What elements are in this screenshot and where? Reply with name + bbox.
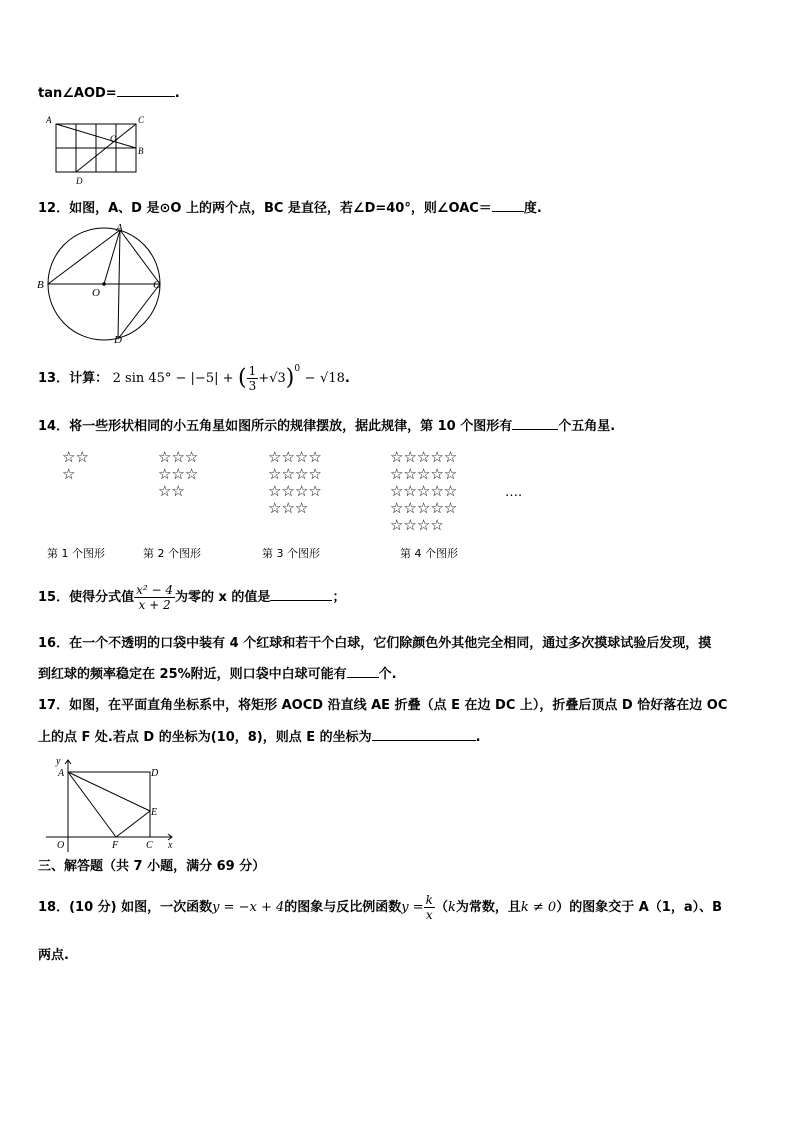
q14-fig3-caption: 第 3 个图形 <box>262 547 320 560</box>
section-3-title: 三、解答题（共 7 小题，满分 69 分） <box>38 859 266 874</box>
q17-line-2: 上的点 F 处.若点 D 的坐标为(10，8)，则点 E 的坐标为 <box>38 730 372 745</box>
q12-label-c: C <box>153 279 161 291</box>
q17-segment-af <box>68 772 116 837</box>
q11-label-c: C <box>138 115 145 125</box>
q14-fig2-row-3: ☆☆ <box>158 482 185 500</box>
q12-radius-oa <box>104 230 120 284</box>
q12-answer-blank[interactable] <box>492 199 524 212</box>
q17-label-o: O <box>57 840 65 851</box>
q12-circle-figure <box>32 220 172 348</box>
q11-label-a: A <box>46 115 52 125</box>
q15-frac-den: x + 2 <box>138 598 171 612</box>
q13-sqrt18: √18 <box>320 371 345 386</box>
q17-segment-fe <box>116 811 150 837</box>
q13-end: . <box>344 371 350 386</box>
q14-fig3-row-2: ☆☆☆☆ <box>268 465 322 483</box>
q14-fig2-row-2: ☆☆☆ <box>158 465 199 483</box>
q13-exponent: 0 <box>294 364 301 374</box>
q12-end: 度. <box>523 201 542 216</box>
q14-ellipsis: …. <box>505 485 523 500</box>
q14-fig4-row-5: ☆☆☆☆ <box>390 516 444 534</box>
q14-fig4-row-3: ☆☆☆☆☆ <box>390 482 458 500</box>
q16-line-1: 16．在一个不透明的口袋中装有 4 个红球和若干个白球，它们除颜色外其他完全相同，通过多次摸球试验后发现，摸 <box>38 636 712 651</box>
q17-label-d: D <box>151 768 159 779</box>
q17-answer-blank[interactable] <box>372 728 476 741</box>
q16-end: 个. <box>378 667 397 682</box>
q18-inverse-num: k <box>425 893 433 907</box>
q16-text-2 <box>38 665 397 683</box>
q13-frac-den: 3 <box>248 379 257 393</box>
q15-end: ； <box>332 590 346 605</box>
q12-label-a: A <box>116 222 123 234</box>
q11-text <box>38 84 180 102</box>
q18-prompt: 18．(10 分) 如图，一次函数 <box>38 900 213 915</box>
q17-end: . <box>475 730 481 745</box>
q11-grid-figure <box>40 112 150 188</box>
q17-label-y: y <box>56 756 61 767</box>
q14-fig2-caption: 第 2 个图形 <box>143 547 201 560</box>
q12-text <box>38 199 542 217</box>
q14-fig3-row-4: ☆☆☆ <box>268 499 309 517</box>
q14-fig1-row-2: ☆ <box>62 465 76 483</box>
q11-label-o: O <box>110 134 117 144</box>
q12-center-dot <box>102 282 106 286</box>
q15-suffix: 为零的 x 的值是 <box>175 590 271 605</box>
q18-inverse-lhs: y = <box>401 900 424 915</box>
q18-k: k <box>447 900 456 915</box>
q18-cond-d: ）的图象交于 A（1，a）、B <box>556 900 723 915</box>
q18-k-nonzero: k ≠ 0 <box>520 900 557 915</box>
q13-sqrt3: √3 <box>269 371 286 386</box>
q13-paren-left: ( <box>238 365 247 391</box>
q11-prompt: tan∠AOD= <box>38 86 117 101</box>
q13-fraction <box>247 364 259 393</box>
q18-linear-function: y = −x + 4 <box>212 900 285 915</box>
q17-fold-line-ae <box>68 772 150 811</box>
q12-label-o: O <box>92 287 100 299</box>
q15-frac-num: x² − 4 <box>136 583 173 597</box>
q15-prompt: 15．使得分式值 <box>38 590 135 605</box>
q14-fig1-caption: 第 1 个图形 <box>47 547 105 560</box>
q18-inverse-fraction <box>424 893 435 922</box>
q14-fig1-row-1: ☆☆ <box>62 448 89 466</box>
q11-label-d: D <box>76 176 83 186</box>
q13-minus: − <box>304 371 316 386</box>
q13-plus: + <box>258 371 270 386</box>
q12-chord-ac <box>120 230 160 284</box>
q18-mid: 的图象与反比例函数 <box>284 900 402 915</box>
q13-frac-num: 1 <box>248 364 257 378</box>
q14-fig4-caption: 第 4 个图形 <box>400 547 458 560</box>
q13-expr-a: 2 sin 45° − |−5| + <box>112 371 234 386</box>
q14-fig4-row-1: ☆☆☆☆☆ <box>390 448 458 466</box>
q16-line-2: 到红球的频率稳定在 25%附近，则口袋中白球可能有 <box>38 667 347 682</box>
q13-text <box>38 364 350 392</box>
q17-line-1: 17．如图，在平面直角坐标系中，将矩形 AOCD 沿直线 AE 折叠（点 E 在边 DC 上），折叠后顶点 D 恰好落在边 OC <box>38 698 728 713</box>
q12-chord-cd <box>118 284 160 339</box>
q17-label-c: C <box>146 840 153 851</box>
q13-prompt: 13．计算： <box>38 371 109 386</box>
q14-text <box>38 417 615 435</box>
q14-fig2-row-1: ☆☆☆ <box>158 448 199 466</box>
q14-prompt: 14．将一些形状相同的小五角星如图所示的规律摆放，据此规律，第 10 个图形有 <box>38 419 513 434</box>
q18-cond-a: （ <box>434 900 448 915</box>
q11-answer-blank[interactable] <box>117 84 175 97</box>
q15-fraction <box>134 583 175 612</box>
q14-fig4-row-4: ☆☆☆☆☆ <box>390 499 458 517</box>
q17-label-e: E <box>151 807 158 818</box>
q11-label-b: B <box>138 146 144 156</box>
q17-coordinate-figure <box>40 756 180 856</box>
q14-end: 个五角星. <box>558 419 616 434</box>
q14-fig4-row-2: ☆☆☆☆☆ <box>390 465 458 483</box>
q18-inverse-den: x <box>425 908 433 922</box>
q14-fig3-row-1: ☆☆☆☆ <box>268 448 322 466</box>
q17-label-f: F <box>112 840 119 851</box>
q12-label-d: D <box>114 334 122 346</box>
q12-prompt: 12．如图，A、D 是⊙O 上的两个点，BC 是直径，若∠D=40°，则∠OAC＝ <box>38 201 492 216</box>
q18-text <box>38 890 722 926</box>
q14-answer-blank[interactable] <box>512 417 558 430</box>
q17-text-2 <box>38 728 481 746</box>
q15-text <box>38 580 345 616</box>
q14-fig3-row-3: ☆☆☆☆ <box>268 482 322 500</box>
q16-answer-blank[interactable] <box>347 665 379 678</box>
q13-paren-right: ) <box>285 365 295 391</box>
q15-answer-blank[interactable] <box>270 588 332 601</box>
q17-label-a: A <box>58 768 65 779</box>
q18-cond-b: 为常数，且 <box>455 900 521 915</box>
q11-end: . <box>174 86 180 101</box>
q12-chord-ab <box>48 230 120 284</box>
q17-label-x: x <box>168 840 173 851</box>
q18-line-2: 两点. <box>38 948 69 963</box>
q12-label-b: B <box>37 279 44 291</box>
